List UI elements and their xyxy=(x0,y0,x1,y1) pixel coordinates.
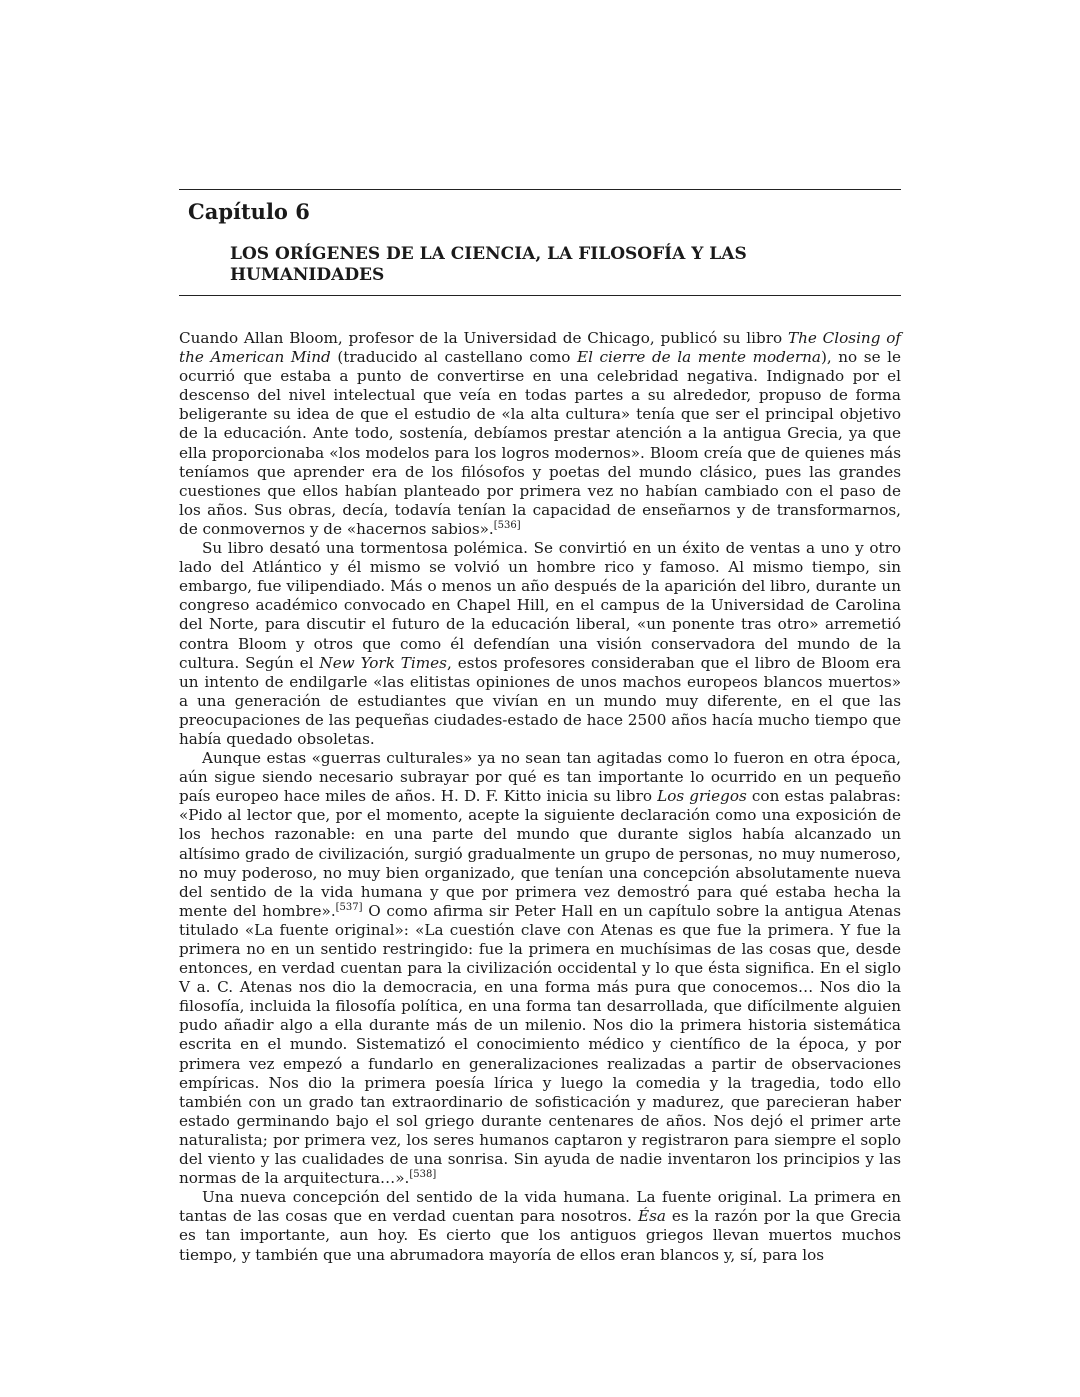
paragraph xyxy=(179,749,901,1188)
footnote-ref[interactable]: [537] xyxy=(335,901,363,913)
text-segment: Su libro desató una tormentosa polémica. Se convirtió en un éxito de ventas a uno y otro lado del Atlántico y él mismo se volvió un hombre rico y famoso. Al mismo tiempo, sin embargo, fue vilipendiado. Más o menos un año después de la aparición del libro, durante un congreso académico convocado en Chapel Hill, en el campus de la Universidad de Carolina del Norte, para discutir el futuro de la educación liberal, «un ponente tras otro» arremetió contra Bloom y otros que como él defendían una visión conservadora del mundo de la cultura. Según el xyxy=(179,539,901,672)
italic-text: Ésa xyxy=(638,1207,666,1226)
text-segment: (traducido al castellano como xyxy=(330,348,577,367)
italic-text: New York Times xyxy=(319,653,447,672)
body-text xyxy=(179,329,901,1265)
top-rule xyxy=(179,189,901,190)
chapter-title-line-2: HUMANIDADES xyxy=(230,265,385,285)
text-segment: Una nueva concepción del sentido de la vida humana. La fuente original. La primera en tantas de las cosas que en verdad cuentan para nosotros. xyxy=(179,1188,901,1226)
bottom-rule xyxy=(179,295,901,296)
paragraph xyxy=(179,1188,901,1264)
italic-text: The Closing of the American Mind xyxy=(179,329,901,367)
footnote-ref[interactable]: [536] xyxy=(493,519,521,531)
text-segment: Cuando Allan Bloom, profesor de la Universidad de Chicago, publicó su libro xyxy=(179,329,788,347)
text-segment: O como afirma sir Peter Hall en un capítulo sobre la antigua Atenas titulado «La fuente original»: «La cuestión clave con Atenas es que fue la primera. Y fue la primera no en un sentido restringido: fue la primera en muchísimas de las cosas que, desde entonces, en verdad cuentan para la civilización occidental y lo que ésta significa. En el siglo V a. C. Atenas nos dio la democracia, en una forma más pura que conocemos… Nos dio la filosofía, incluida la filosofía política, en una forma tan desarrollada, que difícilmente alguien pudo añadir algo a ella durante más de un milenio. Nos dio la primera historia sistemática escrita en el mundo. Sistematizó el conocimiento médico y científico de la época, y por primera vez empezó a fundarlo en generalizaciones realizadas a partir de observaciones empíricas. Nos dio la primera poesía lírica y luego la comedia y la tragedia, todo ello también con un grado tan extraordinario de sofisticación y madurez, que parecieran haber estado germinando bajo el sol griego durante centenares de años. Nos dejó el primer arte naturalista; por primera vez, los seres humanos captaron y registraron para siempre el soplo del viento y las cualidades de una sonrisa. Sin ayuda de nadie inventaron los principios y las normas de la arquitectura…». xyxy=(179,901,901,1188)
paragraph xyxy=(179,539,901,749)
italic-text: El cierre de la mente moderna xyxy=(577,348,821,367)
footnote-ref[interactable]: [538] xyxy=(409,1169,437,1181)
paragraph xyxy=(179,329,901,539)
text-segment: Aunque estas «guerras culturales» ya no sean tan agitadas como lo fueron en otra época, aún sigue siendo necesario subrayar por qué es tan importante lo ocurrido en un pequeño país europeo hace miles de años. H. D. F. Kitto inicia su libro xyxy=(179,749,901,806)
text-segment: , estos profesores consideraban que el libro de Bloom era un intento de endilgarle «las elitistas opiniones de unos machos europeos blancos muertos» a una generación de estudiantes que vivían en un mundo muy diferente, en el que las preocupaciones de las pequeñas ciudades-estado de hace 2500 años hacía mucho tiempo que había quedado obsoletas. xyxy=(179,653,901,748)
italic-text: Los griegos xyxy=(657,787,747,806)
chapter-title-line-1: LOS ORÍGENES DE LA CIENCIA, LA FILOSOFÍA Y LAS xyxy=(230,244,747,264)
text-segment: es la razón por la que Grecia es tan importante, aun hoy. Es cierto que los antiguos griegos llevan muertos muchos tiempo, y también que una abrumadora mayoría de ellos eran blancos y, sí, para los xyxy=(179,1207,902,1264)
chapter-title xyxy=(230,244,850,286)
text-segment: ), no se le ocurrió que estaba a punto de convertirse en una celebridad negativa. Indignado por el descenso del nivel intelectual que veía en todas partes a su alrededor, propuso de forma beligerante su idea de que el estudio de «la alta cultura» tenía que ser el principal objetivo de la educación. Ante todo, sostenía, debíamos prestar atención a la antigua Grecia, ya que ella proporcionaba «los modelos para los logros modernos». Bloom creía que de quienes más teníamos que aprender era de los filósofos y poetas del mundo clásico, pues las grandes cuestiones que ellos habían planteado por primera vez no habían cambiado con el paso de los años. Sus obras, decía, todavía tenían la capacidad de enseñarnos y de transformarnos, de conmovernos y de «hacernos sabios». xyxy=(179,348,901,538)
chapter-label: Capítulo 6 xyxy=(188,199,310,224)
text-segment: con estas palabras: «Pido al lector que, por el momento, acepte la siguiente declaración como una exposición de los hechos razonable: en una parte del mundo que durante siglos había alcanzado un altísimo grado de civilización, surgió gradualmente un grupo de personas, no muy numeroso, no muy poderoso, no muy bien organizado, que tenían una concepción absolutamente nueva del sentido de la vida humana y que por primera vez demostró para qué estaba hecha la mente del hombre». xyxy=(179,787,901,920)
